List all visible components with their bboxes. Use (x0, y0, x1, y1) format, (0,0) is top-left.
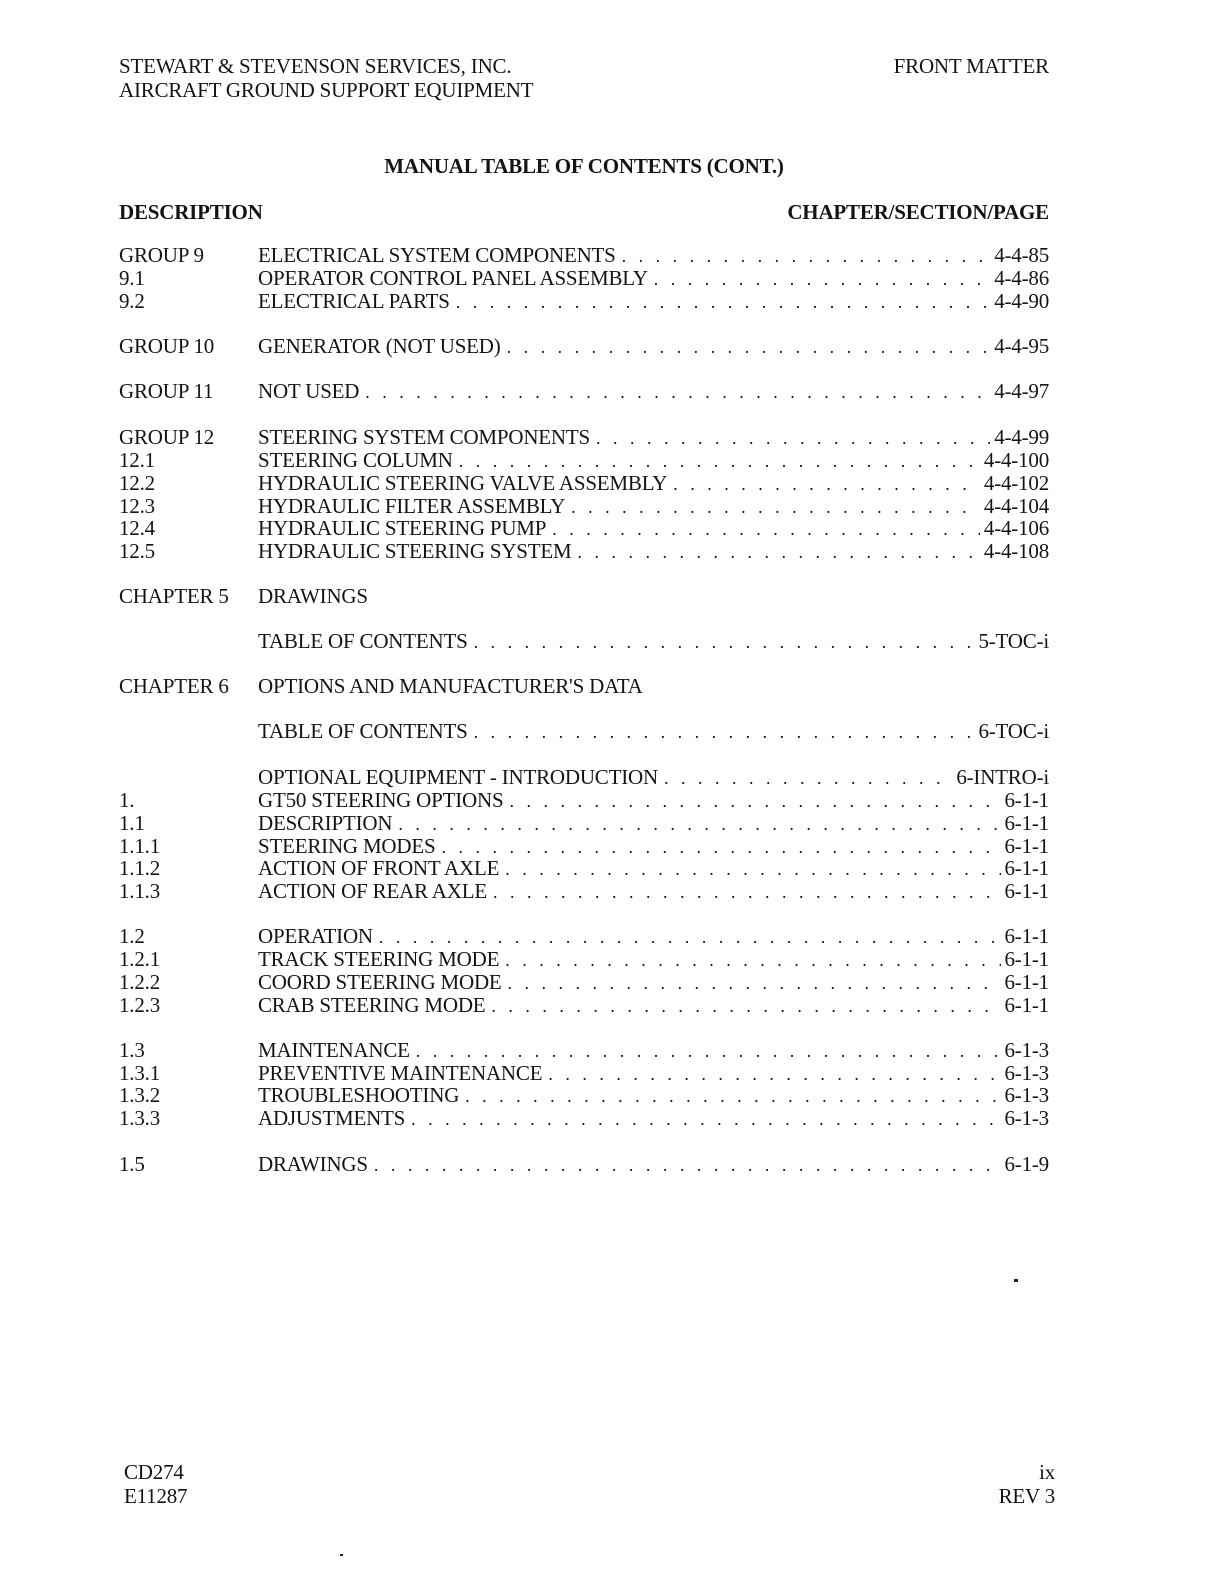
toc-entry (258, 857, 1049, 881)
toc-row (0, 948, 1208, 971)
dot-leader (411, 1108, 1000, 1131)
toc-entry-page: 6-1-1 (1004, 856, 1049, 880)
column-heading-page: CHAPTER/SECTION/PAGE (787, 200, 1049, 224)
toc-entry-title: NOT USED (258, 379, 360, 403)
dot-leader (474, 631, 975, 654)
toc-entry-title: STEERING COLUMN (258, 448, 453, 472)
toc-row (0, 1107, 1208, 1130)
toc-entry-page: 4-4-85 (994, 243, 1049, 267)
toc-entry-number: 1.2.2 (119, 970, 161, 994)
toc-entry-title: DESCRIPTION (258, 811, 393, 835)
toc-entry-page: 4-4-102 (983, 471, 1049, 495)
toc-entry (258, 812, 1049, 836)
doc-code: CD274 (124, 1460, 184, 1484)
toc-entry (258, 720, 1049, 744)
toc-entry-title: ACTION OF REAR AXLE (258, 879, 487, 903)
toc-entry (258, 290, 1049, 314)
toc-entry-title: PREVENTIVE MAINTENANCE (258, 1061, 543, 1085)
toc-entry-title: OPERATION (258, 924, 373, 948)
toc-entry (258, 880, 1049, 904)
toc-row (0, 1062, 1208, 1085)
dot-leader (374, 1154, 1001, 1177)
dot-leader (416, 1040, 1001, 1063)
toc-entry-page: 4-4-106 (983, 516, 1049, 540)
toc-entry (258, 789, 1049, 813)
dot-leader (508, 972, 1001, 995)
toc-entry-title: OPTIONAL EQUIPMENT - INTRODUCTION (258, 765, 658, 789)
toc-entry-number: 1.1.3 (119, 879, 161, 903)
toc-entry-title: TABLE OF CONTENTS (258, 719, 468, 743)
dot-leader (596, 427, 990, 450)
toc-entry-page: 4-4-108 (983, 539, 1049, 563)
toc-entry (258, 449, 1049, 473)
toc-entry-title: STEERING MODES (258, 834, 436, 858)
toc-entry-title: COORD STEERING MODE (258, 970, 502, 994)
dot-leader (622, 245, 991, 268)
dot-leader (505, 949, 1000, 972)
toc-entry-title: HYDRAULIC STEERING PUMP (258, 516, 547, 540)
dot-leader (365, 381, 990, 404)
toc-entry-number: 1.3.3 (119, 1106, 161, 1130)
toc-row (0, 994, 1208, 1017)
dot-leader (474, 721, 975, 744)
toc-entry-title: OPTIONS AND MANUFACTURER'S DATA (258, 674, 643, 698)
toc-entry-title: TRACK STEERING MODE (258, 947, 500, 971)
toc-entry (258, 267, 1049, 291)
toc-row (0, 585, 1208, 608)
toc-row (0, 1084, 1208, 1107)
toc-entry-title: DRAWINGS (258, 584, 368, 608)
toc-entry-number: 1.2.1 (119, 947, 161, 971)
toc-entry (258, 971, 1049, 995)
toc-entry-page: 6-1-1 (1004, 811, 1049, 835)
toc-entry-number: 1.1 (119, 811, 145, 835)
toc-entry-title: DRAWINGS (258, 1152, 368, 1176)
toc-entry (258, 380, 1049, 404)
toc-entry-page: 6-1-1 (1004, 879, 1049, 903)
company-name: STEWART & STEVENSON SERVICES, INC. (119, 54, 512, 78)
dot-leader (548, 1063, 1000, 1086)
toc-entry-page: 4-4-86 (994, 266, 1049, 290)
toc-entry-page: 6-1-1 (1004, 834, 1049, 858)
toc-row (0, 880, 1208, 903)
page-number: ix (1039, 1460, 1055, 1484)
toc-row (0, 925, 1208, 948)
toc-entry-number: GROUP 12 (119, 425, 215, 449)
toc-row (0, 971, 1208, 994)
toc-row (0, 812, 1208, 835)
toc-entry-page: 6-INTRO-i (956, 765, 1049, 789)
toc-entry-number: 1.3.2 (119, 1083, 161, 1107)
toc-entry-title: TABLE OF CONTENTS (258, 629, 468, 653)
toc-entry (258, 925, 1049, 949)
toc-entry (258, 1084, 1049, 1108)
toc-entry-number: 1. (119, 788, 135, 812)
toc-entry-number: 1.1.1 (119, 834, 161, 858)
toc-entry-number: 1.1.2 (119, 856, 161, 880)
toc-entry (258, 426, 1049, 450)
toc-entry-number: 12.2 (119, 471, 155, 495)
toc-entry-title: STEERING SYSTEM COMPONENTS (258, 425, 590, 449)
dot-leader (571, 496, 980, 519)
toc-row (0, 835, 1208, 858)
toc-entry-number: 12.5 (119, 539, 155, 563)
toc-entry (258, 1039, 1049, 1063)
toc-entry-number: GROUP 9 (119, 243, 204, 267)
toc-row (0, 495, 1208, 518)
dot-leader (505, 858, 1000, 881)
footer-right (999, 1460, 1055, 1508)
toc-entry (258, 540, 1049, 564)
division-name: AIRCRAFT GROUND SUPPORT EQUIPMENT (119, 78, 534, 102)
toc-entry-page: 4-4-104 (983, 494, 1049, 518)
toc-entry-page: 6-1-3 (1004, 1083, 1049, 1107)
dot-leader (441, 836, 1000, 859)
toc-row (0, 290, 1208, 313)
toc-entry-page: 4-4-100 (983, 448, 1049, 472)
toc-row (0, 675, 1208, 698)
footer-left (124, 1460, 187, 1508)
dot-leader (578, 541, 980, 564)
toc-entry-title: HYDRAULIC FILTER ASSEMBLY (258, 494, 566, 518)
toc-entry (258, 948, 1049, 972)
dot-leader (379, 926, 1001, 949)
toc-entry-page: 6-1-9 (1004, 1152, 1049, 1176)
toc-entry-page: 6-1-3 (1004, 1106, 1049, 1130)
toc-entry-title: MAINTENANCE (258, 1038, 410, 1062)
toc-row (0, 517, 1208, 540)
toc-row (0, 720, 1208, 743)
toc-entry-title: CRAB STEERING MODE (258, 993, 486, 1017)
toc-entry (258, 244, 1049, 268)
toc-entry-page: 6-1-1 (1004, 924, 1049, 948)
toc-entry (258, 335, 1049, 359)
toc-entry-title: GT50 STEERING OPTIONS (258, 788, 504, 812)
toc-entry-title: ELECTRICAL PARTS (258, 289, 450, 313)
dot-leader (456, 291, 990, 314)
page-title (0, 154, 1208, 179)
toc-row (0, 789, 1208, 812)
toc-entry-number: CHAPTER 6 (119, 674, 229, 698)
toc-entry (258, 472, 1049, 496)
toc-entry-title: ACTION OF FRONT AXLE (258, 856, 500, 880)
toc-entry-title: HYDRAULIC STEERING VALVE ASSEMBLY (258, 471, 668, 495)
page-title-text: MANUAL TABLE OF CONTENTS (CONT.) (384, 154, 784, 178)
toc-row (0, 472, 1208, 495)
toc-row (0, 540, 1208, 563)
dot-leader (398, 813, 1000, 836)
toc-entry-number: CHAPTER 5 (119, 584, 229, 608)
toc-row (0, 449, 1208, 472)
toc-entry (258, 517, 1049, 541)
toc-row (0, 766, 1208, 789)
dot-leader (654, 268, 990, 291)
toc-row (0, 1153, 1208, 1176)
header-left (119, 54, 533, 102)
toc-entry-number: 1.2.3 (119, 993, 161, 1017)
toc-entry-number: 9.2 (119, 289, 145, 313)
toc-entry (258, 994, 1049, 1018)
toc-entry (258, 630, 1049, 654)
toc-entry-title: ADJUSTMENTS (258, 1106, 406, 1130)
toc-row (0, 857, 1208, 880)
toc-row (0, 335, 1208, 358)
toc-entry-number: 1.5 (119, 1152, 145, 1176)
toc-entry-page: 4-4-95 (994, 334, 1049, 358)
toc-entry-page: 6-1-1 (1004, 788, 1049, 812)
toc-entry-number: GROUP 11 (119, 379, 214, 403)
toc-entry (258, 1107, 1049, 1131)
toc-entry-page: 6-1-1 (1004, 947, 1049, 971)
toc-entry-page: 6-1-1 (1004, 970, 1049, 994)
dot-leader (459, 450, 980, 473)
dot-leader (491, 995, 1000, 1018)
toc-entry-number: 1.2 (119, 924, 145, 948)
toc-entry-number: 9.1 (119, 266, 145, 290)
toc-row (0, 244, 1208, 267)
toc-entry-number: 1.3.1 (119, 1061, 161, 1085)
toc-entry-number: 1.3 (119, 1038, 145, 1062)
header-section: FRONT MATTER (893, 54, 1049, 78)
toc-entry-title: TROUBLESHOOTING (258, 1083, 460, 1107)
toc-entry-number: 12.4 (119, 516, 155, 540)
dot-leader (673, 473, 980, 496)
toc-entry (258, 766, 1049, 790)
dot-leader (465, 1085, 1000, 1108)
dot-leader (552, 518, 980, 541)
toc-entry-page: 6-1-3 (1004, 1061, 1049, 1085)
toc-entry-title: OPERATOR CONTROL PANEL ASSEMBLY (258, 266, 648, 290)
toc-row (0, 1039, 1208, 1062)
scan-speck (1014, 1279, 1018, 1282)
dot-leader (509, 790, 1000, 813)
toc-row (0, 380, 1208, 403)
toc-entry-title: ELECTRICAL SYSTEM COMPONENTS (258, 243, 616, 267)
revision: REV 3 (998, 1484, 1055, 1508)
toc-entry-page: 4-4-90 (994, 289, 1049, 313)
toc-row (0, 630, 1208, 653)
toc-entry-number: 12.3 (119, 494, 155, 518)
toc-entry-page: 6-1-1 (1004, 993, 1049, 1017)
toc-entry-page: 4-4-97 (994, 379, 1049, 403)
toc-entry (258, 1153, 1049, 1177)
dot-leader (664, 767, 952, 790)
toc-entry-number: GROUP 10 (119, 334, 215, 358)
toc-entry-title: HYDRAULIC STEERING SYSTEM (258, 539, 572, 563)
toc-entry-page: 4-4-99 (994, 425, 1049, 449)
dot-leader (493, 881, 1001, 904)
scan-speck (340, 1554, 343, 1556)
toc-entry-page: 5-TOC-i (978, 629, 1049, 653)
toc-entry-page: 6-TOC-i (978, 719, 1049, 743)
toc-row (0, 267, 1208, 290)
toc-entry-page: 6-1-3 (1004, 1038, 1049, 1062)
toc-entry-title: GENERATOR (NOT USED) (258, 334, 501, 358)
column-heading-description: DESCRIPTION (119, 200, 263, 224)
dot-leader (507, 336, 991, 359)
toc-row (0, 426, 1208, 449)
doc-number: E11287 (124, 1484, 188, 1508)
toc-entry-number: 12.1 (119, 448, 155, 472)
